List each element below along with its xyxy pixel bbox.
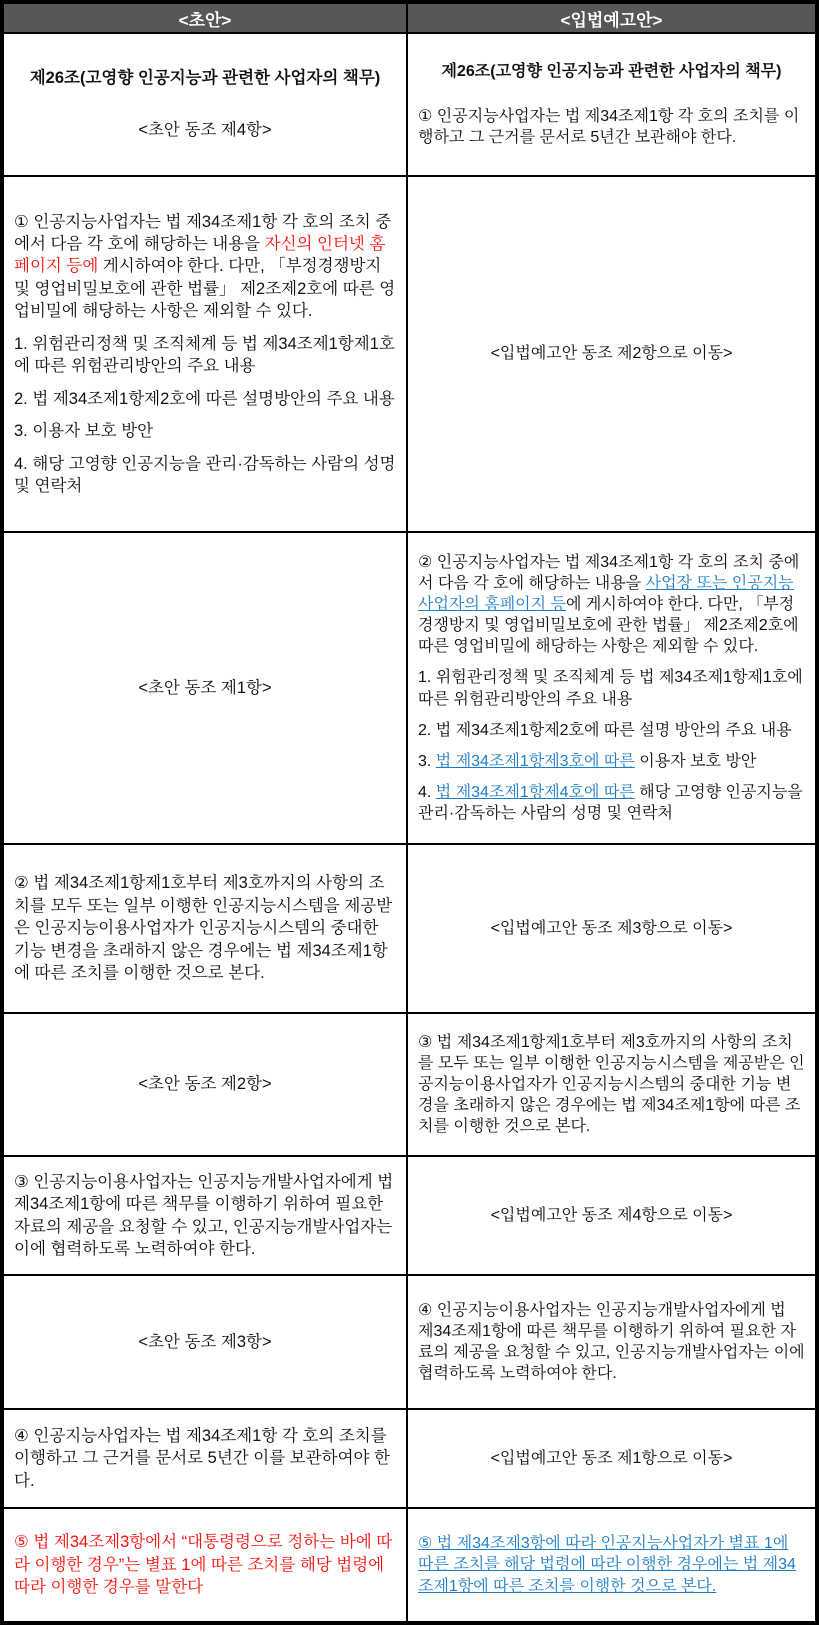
legislative-notice-cell	[408, 1410, 815, 1507]
table-row	[4, 1014, 815, 1157]
table-row	[4, 1410, 815, 1509]
note-text	[418, 1205, 805, 1226]
table-row	[4, 1276, 815, 1410]
list-item	[418, 720, 805, 741]
body-paragraph	[14, 1531, 396, 1598]
text-segment: <초안 동조 제4항>	[138, 121, 272, 140]
legislative-notice-cell	[408, 1276, 815, 1408]
changed-text-link[interactable]: 법 제34조제1항제4호에 따른	[435, 783, 635, 801]
note-text	[14, 677, 396, 699]
draft-cell	[4, 1276, 408, 1408]
body-paragraph	[418, 1533, 805, 1596]
text-segment: 3. 이용자 보호 방안	[14, 422, 154, 441]
legislative-notice-cell	[408, 845, 815, 1012]
legislative-notice-cell	[408, 533, 815, 843]
changed-text-link[interactable]: ⑤ 법 제34조제3항에 따라 인공지능사업자가 별표 1에 따른 조치를 해당 법령에 따라 이행한 경우에는 법 제34조제1항에 따른 조치를 이행한 것으로 본다.	[418, 1535, 796, 1595]
text-segment: <초안 동조 제2항>	[138, 1075, 272, 1094]
text-segment: 에 게시하여야 한다. 다만, 「부정경쟁방지 및 영업비밀보호에 관한 법률」 제2조제2호에 따른 영업비밀에 해당하는 사항은 제외할 수 있다.	[418, 596, 799, 656]
body-paragraph	[14, 211, 396, 323]
draft-cell	[4, 34, 408, 175]
table-header-row	[4, 4, 815, 34]
text-segment: 4. 해당 고영향 인공지능을 관리·감독하는 사람의 성명 및 연락처	[14, 454, 396, 495]
text-segment: ④ 인공지능이용사업자는 인공지능개발사업자에게 법 제34조제1항에 따른 책무를 이행하기 위하여 필요한 자료의 제공을 요청할 수 있고, 인공지능개발사업자는 이에 협력하도록 노력하여야 한다.	[418, 1301, 805, 1383]
body-paragraph	[14, 1425, 396, 1492]
text-segment: ③ 법 제34조제1항제1호부터 제3호까지의 사항의 조치를 모두 또는 일부 이행한 인공지능시스템을 제공받은 인공지능이용사업자가 인공지능시스템의 중대한 기능 변경을 초래하지 않은 경우에는 법 제34조제1항에 따른 조치를 이행한 것으로 본다.	[418, 1033, 805, 1136]
list-item	[14, 420, 396, 442]
note-text	[418, 1448, 805, 1469]
column-header-draft: <초안>	[4, 4, 408, 32]
text-segment: <입법예고안 동조 제4항으로 이동>	[490, 1206, 733, 1224]
text-segment: 1. 위험관리정책 및 조직체계 등 법 제34조제1항제1호에 따른 위험관리방안의 주요 내용	[418, 669, 803, 708]
text-segment: 제26조(고영향 인공지능과 관련한 사업자의 책무)	[441, 63, 782, 81]
note-text	[14, 1073, 396, 1095]
changed-text-red: 자신의 인터넷 홈페이지 등에	[14, 235, 386, 276]
changed-text-link[interactable]: 법 제34조제1항제3호에 따른	[435, 752, 635, 770]
draft-cell	[4, 1014, 408, 1155]
note-text	[14, 119, 396, 141]
table-row	[4, 1157, 815, 1276]
text-segment: <입법예고안 동조 제3항으로 이동>	[490, 919, 733, 937]
draft-cell	[4, 533, 408, 843]
body-paragraph	[418, 552, 805, 658]
table-row	[4, 177, 815, 533]
list-item	[418, 782, 805, 824]
body-paragraph	[418, 1300, 805, 1384]
text-segment: ④ 인공지능사업자는 법 제34조제1항 각 호의 조치를 이행하고 그 근거를 문서로 5년간 이를 보관하여야 한다.	[14, 1426, 390, 1490]
text-segment: 1. 위험관리정책 및 조직체계 등 법 제34조제1항제1호에 따른 위험관리방안의 주요 내용	[14, 334, 395, 376]
text-segment: ② 법 제34조제1항제1호부터 제3호까지의 사항의 조치를 모두 또는 일부 이행한 인공지능시스템을 제공받은 인공지능이용사업자가 인공지능시스템의 중대한 기능 변경을 초래하지 않은 경우에는 법 제34조제1항에 따른 조치를 이행한 것으로 본다.	[14, 874, 393, 983]
text-segment: 3.	[418, 752, 436, 770]
note-text	[418, 918, 805, 939]
column-header-legislative-notice: <입법예고안>	[560, 10, 663, 30]
text-segment: <초안 동조 제3항>	[138, 1332, 272, 1351]
text-segment: 해당 고영향 인공지능을 관리·감독하는 사람의 성명 및 연락처	[418, 783, 803, 822]
legislative-notice-cell	[408, 177, 815, 531]
draft-cell	[4, 845, 408, 1012]
changed-text-link[interactable]: 사업장 또는 인공지능사업자의 홈페이지 등	[418, 575, 794, 614]
text-segment: 4.	[418, 783, 436, 801]
article-title	[14, 67, 396, 89]
article-title	[418, 61, 805, 82]
text-segment: ① 인공지능사업자는 법 제34조제1항 각 호의 조치 중에서 다음 각 호에 해당하는 내용을	[14, 212, 392, 254]
text-segment: 2. 법 제34조제1항제2호에 따른 설명방안의 주요 내용	[14, 389, 395, 408]
list-item	[14, 453, 396, 498]
legislative-notice-cell	[408, 34, 815, 175]
list-item	[418, 751, 805, 772]
text-segment: 2. 법 제34조제1항제2호에 따른 설명 방안의 주요 내용	[418, 721, 792, 739]
list-item	[418, 667, 805, 709]
table-row	[4, 1509, 815, 1621]
legislative-notice-cell	[408, 1509, 815, 1621]
list-item	[14, 333, 396, 378]
text-segment: 이용자 보호 방안	[634, 752, 757, 770]
text-segment: <입법예고안 동조 제1항으로 이동>	[490, 1449, 733, 1467]
body-paragraph	[418, 1032, 805, 1138]
text-segment: ① 인공지능사업자는 법 제34조제1항 각 호의 조치를 이행하고 그 근거를 문서로 5년간 보관해야 한다.	[418, 107, 800, 146]
note-text	[14, 1331, 396, 1353]
legislative-notice-cell	[408, 1157, 815, 1274]
text-segment: 제26조(고영향 인공지능과 관련한 사업자의 책무)	[29, 69, 381, 88]
draft-cell	[4, 177, 408, 531]
text-segment: ③ 인공지능이용사업자는 인공지능개발사업자에게 법 제34조제1항에 따른 책무를 이행하기 위하여 필요한 자료의 제공을 요청할 수 있고, 인공지능개발사업자는 이에 협력하도록 노력하여야 한다.	[14, 1172, 394, 1258]
legislative-notice-cell	[408, 1014, 815, 1155]
changed-text-red: ⑤ 법 제34조제3항에서 “대통령령으로 정하는 바에 따라 이행한 경우”는 별표 1에 따른 조치를 해당 법령에 따라 이행한 경우를 말한다	[14, 1533, 393, 1597]
text-segment: 게시하여야 한다. 다만, 「부정경쟁방지 및 영업비밀보호에 관한 법률」 제2조제2호에 따른 영업비밀에 해당하는 사항은 제외할 수 있다.	[14, 257, 396, 321]
table-row	[4, 34, 815, 177]
draft-cell	[4, 1157, 408, 1274]
body-paragraph	[418, 106, 805, 148]
body-paragraph	[14, 1171, 396, 1261]
body-paragraph	[14, 872, 396, 984]
list-item	[14, 388, 396, 410]
table-row	[4, 533, 815, 845]
draft-cell	[4, 1509, 408, 1621]
table-row	[4, 845, 815, 1014]
text-segment: ② 인공지능사업자는 법 제34조제1항 각 호의 조치 중에서 다음 각 호에 해당하는 내용을	[418, 553, 800, 592]
text-segment: <입법예고안 동조 제2항으로 이동>	[490, 345, 733, 363]
draft-cell	[4, 1410, 408, 1507]
note-text	[418, 343, 805, 364]
text-segment: <초안 동조 제1항>	[138, 678, 272, 697]
